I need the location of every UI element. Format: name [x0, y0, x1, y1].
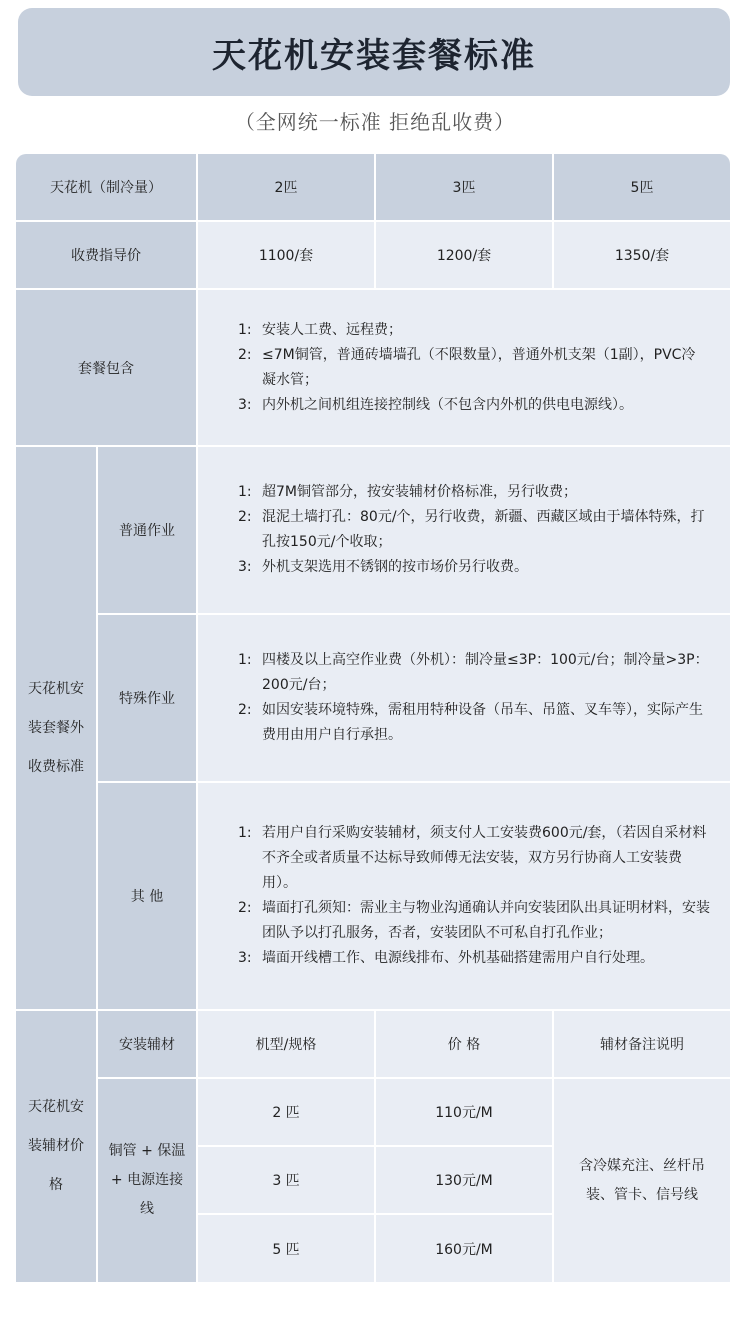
material-price: 160元/M [435, 1241, 493, 1258]
column-header: 机型/规格 [255, 1037, 317, 1053]
page-title: 天花机安装套餐标准 [212, 35, 536, 76]
spec-value: 5 匹 [272, 1241, 300, 1258]
list-item: 1: 四楼及以上高空作业费（外机）：制冷量≤3P：100元/台；制冷量>3P：200元/台； [238, 652, 709, 693]
list-item: 2: 墙面打孔须知：需业主与物业沟通确认并向安装团队出具证明材料，安装团队予以打孔服务，否者，安装团队不可私自打孔作业； [238, 900, 710, 941]
materials-label-cell [16, 1011, 96, 1282]
column-header: 价 格 [447, 1037, 481, 1053]
special-work-list [238, 648, 710, 748]
extra-group-content-1 [198, 447, 730, 613]
price-col-2 [376, 222, 552, 288]
extra-label-cell [16, 447, 96, 1009]
table-row [198, 1079, 374, 1145]
list-item: 3: 墙面开线槽工作、电源线排布、外机基础搭建需用户自行处理。 [238, 950, 654, 966]
list-item: 1: 若用户自行采购安装辅材，须支付人工安装费600元/套，（若因自采材料不齐全或者质量不达标导致师傅无法安装，双方另行协商人工安装费用）。 [238, 825, 707, 891]
list-item: 2: ≤7M铜管，普通砖墙墙孔（不限数量），普通外机支架（1副），PVC冷凝水管； [238, 346, 696, 388]
table-row [198, 1215, 374, 1282]
model-col-1 [198, 154, 374, 220]
list-item: 2: 如因安装环境特殊，需租用特种设备（吊车、吊篮、叉车等），实际产生费用由用户自行承担。 [238, 702, 703, 743]
extra-group-label-1 [98, 447, 196, 613]
material-name-cell [98, 1079, 196, 1282]
table-row [376, 1079, 552, 1145]
package-list [238, 318, 700, 418]
extra-label: 天花机安装套餐外收费标准 [28, 680, 84, 775]
spec-value: 3 匹 [272, 1173, 300, 1189]
extra-group-label-3 [98, 783, 196, 1009]
column-header: 安装辅材 [119, 1037, 175, 1053]
list-item: 3: 外机支架选用不锈钢的按市场价另行收费。 [238, 559, 528, 575]
materials-note-cell [554, 1079, 730, 1282]
price-label: 收费指导价 [71, 248, 141, 264]
model-value: 3匹 [452, 180, 476, 196]
page-subtitle: （全网统一标准 拒绝乱收费） [234, 110, 516, 134]
extra-group-content-3 [198, 783, 730, 1009]
table-row [376, 1147, 552, 1213]
list-item: 1: 超7M铜管部分，按安装辅材价格标准，另行收费； [238, 484, 577, 500]
material-price: 130元/M [435, 1173, 493, 1189]
spec-value: 2 匹 [272, 1105, 300, 1121]
list-item: 2: 混泥土墙打孔：80元/个，另行收费，新疆、西藏区域由于墙体特殊，打孔按150元/个收取； [238, 509, 705, 550]
model-col-2 [376, 154, 552, 220]
table-row [198, 1147, 374, 1213]
model-col-3 [554, 154, 730, 220]
list-item: 3: 内外机之间机组连接控制线（不包含内外机的供电电源线）。 [238, 396, 633, 413]
pricing-table [16, 154, 730, 1282]
model-value: 2匹 [274, 180, 298, 196]
materials-header-1 [98, 1011, 196, 1077]
price-col-1 [198, 222, 374, 288]
other-list [238, 821, 710, 971]
group-label: 普通作业 [119, 523, 175, 539]
package-label-cell [16, 290, 196, 445]
price-col-3 [554, 222, 730, 288]
title-banner [18, 8, 730, 96]
price-value: 1200/套 [436, 248, 492, 264]
material-name: 铜管 + 保温 + 电源连接线 [108, 1143, 186, 1217]
package-content-cell [198, 290, 730, 445]
model-value: 5匹 [630, 180, 654, 196]
normal-work-list [238, 480, 710, 580]
extra-group-label-2 [98, 615, 196, 781]
materials-header-3 [376, 1011, 552, 1077]
group-label: 特殊作业 [119, 691, 175, 707]
materials-header-2 [198, 1011, 374, 1077]
list-item: 1: 安装人工费、远程费； [238, 321, 402, 338]
table-row [376, 1215, 552, 1282]
model-label-cell [16, 154, 196, 220]
price-value: 1100/套 [258, 248, 314, 264]
materials-note: 含冷媒充注、丝杆吊装、管卡、信号线 [579, 1157, 705, 1203]
model-label: 天花机（制冷量） [50, 180, 162, 196]
group-label: 其 他 [130, 889, 164, 905]
material-price: 110元/M [435, 1105, 493, 1121]
materials-header-4 [554, 1011, 730, 1077]
column-header: 辅材备注说明 [600, 1037, 684, 1053]
price-value: 1350/套 [614, 248, 670, 264]
price-label-cell [16, 222, 196, 288]
materials-label: 天花机安装辅材价格 [28, 1099, 84, 1193]
package-label: 套餐包含 [78, 360, 134, 377]
extra-group-content-2 [198, 615, 730, 781]
